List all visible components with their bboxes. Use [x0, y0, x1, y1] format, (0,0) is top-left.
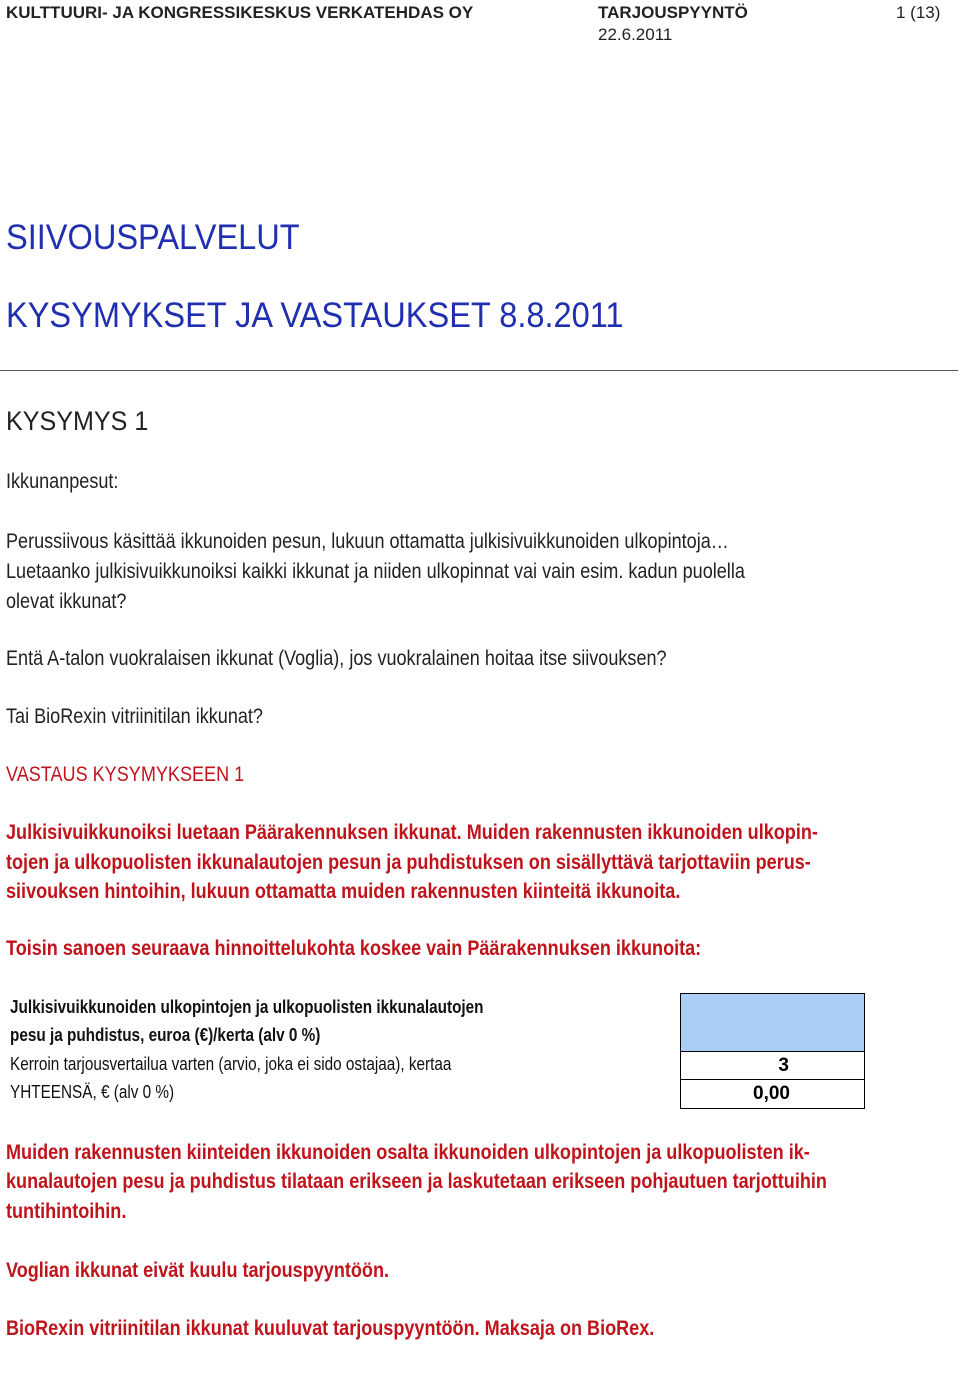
- pricing-row2-label: Kerroin tarjousvertailua varten (arvio, joka ei sido ostajaa), kertaa: [10, 1054, 452, 1074]
- question-topic: Ikkunanpesut:: [6, 470, 119, 493]
- document-date: 22.6.2011: [598, 25, 673, 44]
- biorex-note: BioRexin vitriinitilan ikkunat kuuluvat tarjouspyyntöön. Maksaja on BioRex.: [6, 1317, 655, 1340]
- question-line-3: Tai BioRexin vitriinitilan ikkunat?: [6, 705, 263, 728]
- document-type: TARJOUSPYYNTÖ: [598, 3, 748, 22]
- other-line: Muiden rakennusten kiinteiden ikkunoiden osalta ikkunoiden ulkopintojen ja ulkopuolisten ik-: [6, 1141, 810, 1164]
- voglia-note: Voglian ikkunat eivät kuulu tarjouspyyntöön.: [6, 1259, 389, 1282]
- page-subtitle: KYSYMYKSET JA VASTAUKSET 8.8.2011: [6, 296, 624, 335]
- multiplier-value: 3: [680, 1051, 865, 1080]
- page-number: 1 (13): [896, 3, 941, 22]
- page-title: SIIVOUSPALVELUT: [6, 218, 300, 257]
- price-input-cell[interactable]: [680, 993, 865, 1052]
- answer-line: siivouksen hintoihin, lukuun ottamatta muiden rakennusten kiinteitä ikkunoita.: [6, 880, 681, 903]
- answer-heading: VASTAUS KYSYMYKSEEN 1: [6, 763, 245, 786]
- question-line: Luetaanko julkisivuikkunoiksi kaikki ikkunat ja niiden ulkopinnat vai vain esim. kadun puolella: [6, 560, 745, 583]
- company-name: KULTTUURI- JA KONGRESSIKESKUS VERKATEHDAS OY: [6, 3, 474, 22]
- question-line-2: Entä A-talon vuokralaisen ikkunat (Voglia), jos vuokralainen hoitaa itse siivouksen?: [6, 647, 667, 670]
- other-line: kunalautojen pesu ja puhdistus tilataan erikseen ja laskutetaan erikseen pohjautuen tarjottuihin: [6, 1170, 827, 1193]
- pricing-row3-label: YHTEENSÄ, € (alv 0 %): [10, 1082, 175, 1102]
- pricing-row1-line1: Julkisivuikkunoiden ulkopintojen ja ulkopuolisten ikkunalautojen: [10, 997, 484, 1017]
- question-line: Perussiivous käsittää ikkunoiden pesun, lukuun ottamatta julkisivuikkunoiden ulkopintoja…: [6, 530, 729, 553]
- answer-note: Toisin sanoen seuraava hinnoittelukohta koskee vain Päärakennuksen ikkunoita:: [6, 937, 702, 960]
- answer-line: tojen ja ulkopuolisten ikkunalautojen pesun ja puhdistuksen on sisällyttävä tarjottaviin perus-: [6, 851, 811, 874]
- pricing-row1-line2: pesu ja puhdistus, euroa (€)/kerta (alv 0 %): [10, 1025, 321, 1045]
- total-value: 0,00: [680, 1079, 865, 1109]
- answer-line: Julkisivuikkunoiksi luetaan Päärakennuksen ikkunat. Muiden rakennusten ikkunoiden ulkopin-: [6, 821, 818, 844]
- question-heading: KYSYMYS 1: [6, 406, 149, 436]
- question-line: olevat ikkunat?: [6, 590, 127, 613]
- other-line: tuntihintoihin.: [6, 1200, 127, 1223]
- divider: [0, 370, 958, 371]
